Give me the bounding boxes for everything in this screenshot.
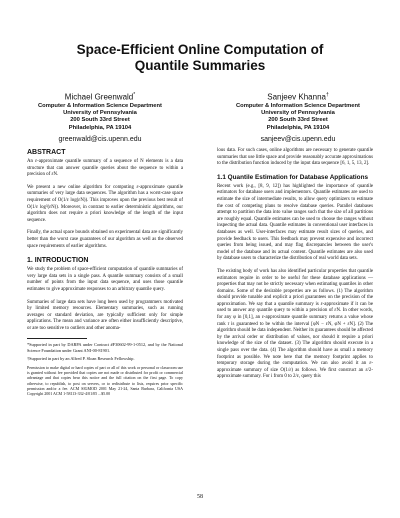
abstract-heading: ABSTRACT: [27, 149, 66, 156]
author-name: Michael Greenwald*: [64, 92, 136, 102]
author-affiliation-line: Computer & Information Science Department: [235, 102, 360, 109]
intro-paragraph: Summaries of large data sets have long been used by programmers motivated by limited memory resources. Elementary summaries, such as running averages or standard deviation, are typically sufficient only for simple applications. The mean and variance are often either insufficiently descriptive, or are too sensitive to outliers and other anoma-: [27, 299, 183, 331]
author-affiliation-line: University of Pennsylvania: [63, 110, 137, 117]
introduction-heading: 1. INTRODUCTION: [27, 257, 89, 265]
author-email: greenwald@cis.upenn.edu: [58, 136, 142, 144]
intro-continued-paragraph: lous data. For such cases, online algorithms are necessary to generate quantile summaries that use little space and provide reasonably accurate approximations to the distribution function induced by the input data sequence [6, 1, 5, 13, 2].: [217, 148, 373, 167]
abstract-paragraph: Finally, the actual space bounds obtained on experimental data are significantly better than the worst case guarantees of our algorithm as well as the observed space requirements of earlier algorithms.: [27, 230, 183, 249]
author-name: Sanjeev Khanna†: [267, 92, 329, 102]
author-block-1: [25, 90, 175, 144]
abstract-paragraph: An ε-approximate quantile summary of a sequence of N elements is a data structure that can answer quantile queries about the sequence to within a precision of εN.: [27, 159, 183, 178]
author-affiliation-line: University of Pennsylvania: [261, 110, 335, 117]
subsection-heading: 1.1 Quantile Estimation for Database Applications: [217, 173, 369, 181]
footnote-rule: [27, 338, 87, 339]
body-paragraph: Recent work (e.g., [8, 9, 12]) has highlighted the importance of quantile estimators for database users and implementors. Quantile estimates are used to estimate the size of intermediate results, to allow query optimizers to estimate the cost of competing plans to resolve database queries. Parallel databases attempt to partition the data into value ranges such that the size of all partitions are roughly equal. Quantile estimates can be used to choose the ranges without inspecting the actual data. Quantile estimates in conventional user interfaces in databases as well. User-interfaces may estimate result sizes of queries, and provide feedback to users. This feedback may prevent expensive and incorrect queries from being issued, and may flag discrepancies between the user's model of the database and its actual content. Quantile estimates are also used by database users to characterize the distribution of real world data sets.: [217, 183, 373, 262]
left-column: [27, 148, 183, 398]
author-affiliation-line: Philadelphia, PA 19104: [68, 124, 132, 131]
author-affiliation-line: Computer & Information Science Department: [37, 102, 162, 109]
page-number: 58: [197, 494, 203, 500]
body-paragraph: The existing body of work has also identified particular properties that quantile estimators require in order to be useful for these database applications — properties that may not be strictly necessary when estimating quantiles in other domains. Some of the desirable properties are as follows. (1) The algorithm should provide tunable and explicit a priori guarantees on the precision of the approximation. We say that a quantile summary is ε-approximate if it can be used to answer any quantile query to within a precision of εN. In other words, for any φ in [0,1], an ε-approximate quantile summary returns a value whose rank r is guaranteed to be within the interval [φN − εN, φN + εN]. (2) The algorithm should be data independent. Neither its guarantees should be affected by the arrival order or distribution of values, nor should it require a priori knowledge of the size of the dataset. (3) The algorithm should execute in a single pass over the data. (4) The algorithm should have as small a memory footprint as possible. We note here that the memory footprint applies to temporary storage during the computation. We can also avoid it an ε-approximate summary of size O(1/ε) as follows. We first construct an ε/2-approximate summary. For i from 0 to 2/ε, query this: [217, 268, 373, 380]
footnote: †Supported in part by an Alfred P. Sloan Research Fellowship.: [27, 355, 135, 361]
intro-paragraph: We study the problem of space-efficient computation of quantile summaries of very large data sets in a single pass. A quantile summary consists of a small number of points from the input data sequence, and uses those quantile estimates to give approximate responses to an arbitrary quantile query.: [27, 267, 183, 292]
abstract-paragraph: We present a new online algorithm for computing ε-approximate quantile summaries of very large data sequences. The algorithm has a worst-case space requirement of O(1/ε log(εN)). This improves upon the previous best result of O(1/ε log²(εN)). Moreover, in contrast to earlier deterministic algorithms, our algorithm does not require a priori knowledge of the length of the input sequence.: [27, 184, 183, 223]
right-column: [217, 148, 373, 387]
author-block-2: [223, 90, 373, 144]
author-email: sanjeev@cis.upenn.edu: [260, 136, 336, 144]
paper-title: Space-Efficient Online Computation of Quantile Summaries: [76, 42, 324, 73]
permission-notice: Permission to make digital or hard copies of part or all of this work or personal or classroom use is granted without fee provided that copies are not made or distributed for profit or commercial advantage and that copies bear this notice and the full citation on the first page. To copy otherwise, to republish, to post on servers, or to redistribute to lists, requires prior specific permission and/or a fee. ACM SIGMOD 2001 May 21-24, Santa Barbara, California USA Copyright 2001 ACM 1-58113-332-4/01/05 ...$5.00: [27, 365, 183, 396]
author-affiliation-line: 200 South 33rd Street: [268, 117, 328, 124]
author-affiliation-line: 200 South 33rd Street: [70, 117, 130, 124]
author-affiliation-line: Philadelphia, PA 19104: [266, 124, 330, 131]
footnote: *Supported in part by DARPA under Contract #F30602-99-1-0512, and by the National Science Foundation under Grant ANI-00-81901.: [27, 342, 183, 354]
